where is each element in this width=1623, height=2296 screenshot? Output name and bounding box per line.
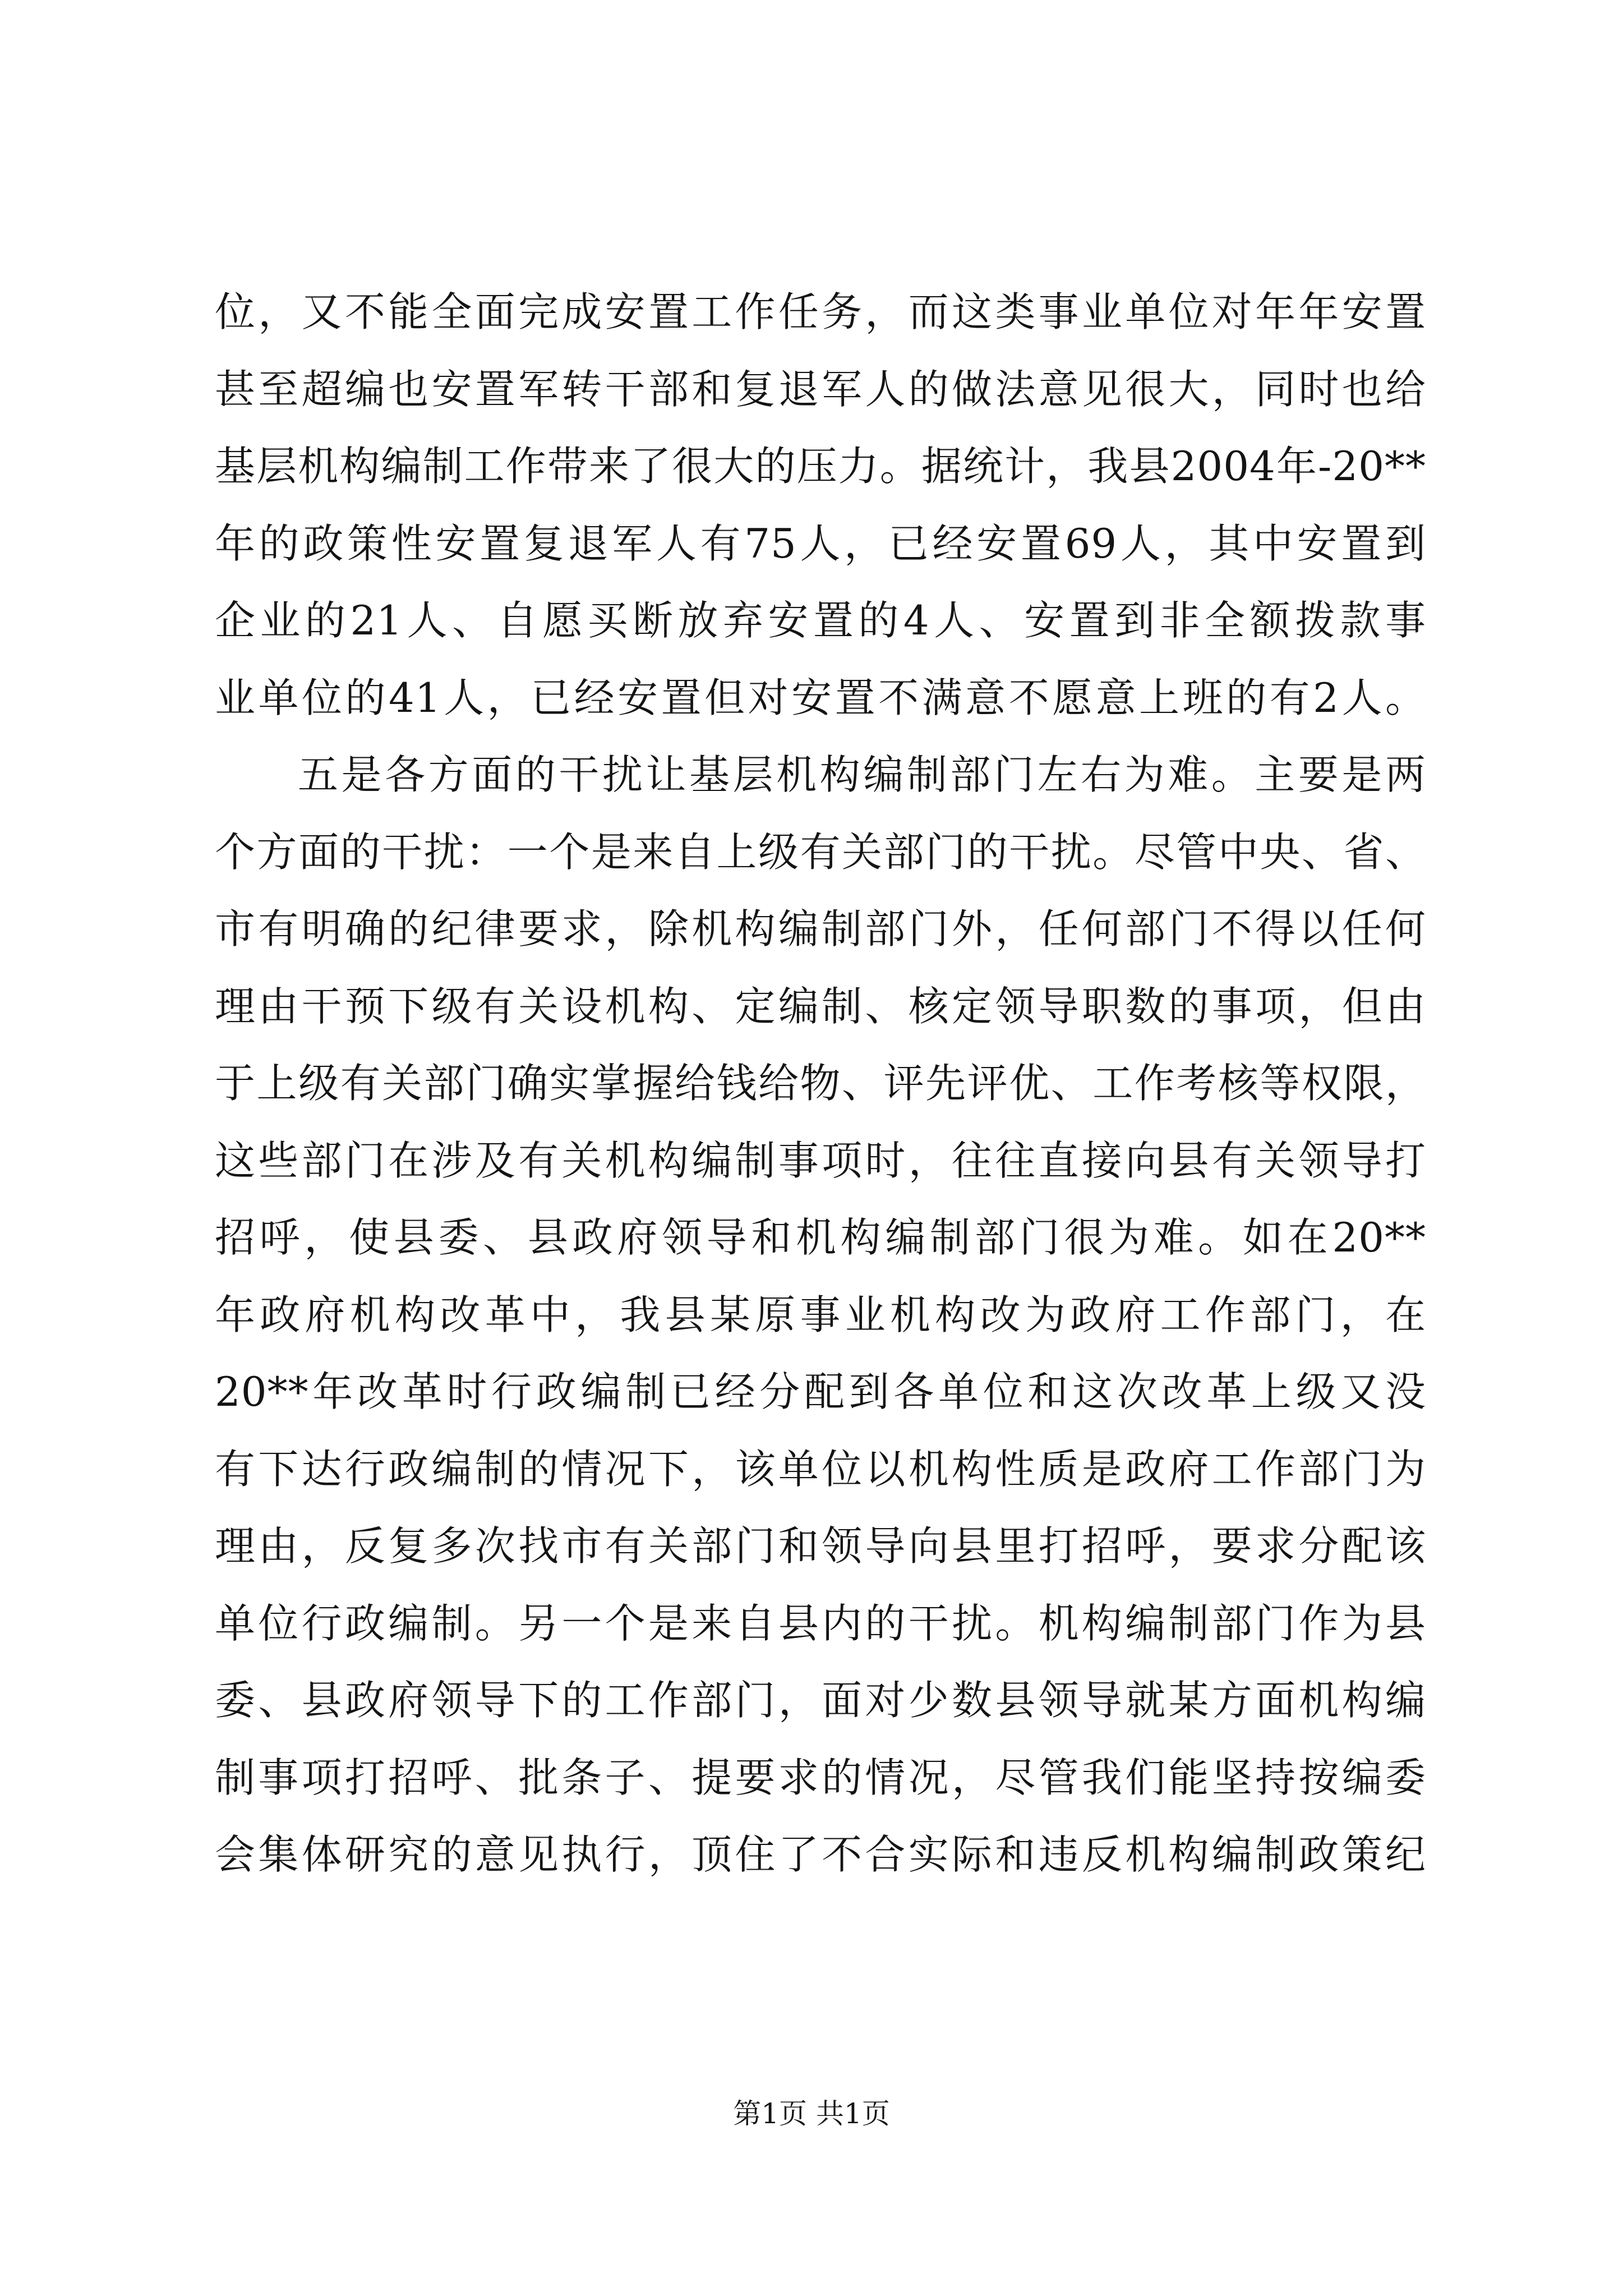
text-line: 理由，反复多次找市有关部门和领导向县里打招呼，要求分配该 [215, 1522, 1426, 1570]
text-line: 甚至超编也安置军转干部和复退军人的做法意见很大，同时也给 [215, 365, 1426, 413]
text-line: 单位行政编制。另一个是来自县内的干扰。机构编制部门作为县 [215, 1599, 1426, 1647]
text-line: 委、县政府领导下的工作部门，面对少数县领导就某方面机构编 [215, 1677, 1426, 1724]
text-line: 年的政策性安置复退军人有75人，已经安置69人，其中安置到 [215, 519, 1426, 567]
text-line: 业单位的41人，已经安置但对安置不满意不愿意上班的有2人。 [215, 674, 1426, 721]
page-footer [0, 2097, 1623, 2131]
text-line: 企业的21人、自愿买断放弃安置的4人、安置到非全额拨款事 [215, 597, 1426, 644]
text-line: 20**年改革时行政编制已经分配到各单位和这次改革上级又没 [215, 1368, 1426, 1415]
text-line: 个方面的干扰：一个是来自上级有关部门的干扰。尽管中央、省、 [215, 828, 1426, 876]
text-line: 理由干预下级有关设机构、定编制、核定领导职数的事项，但由 [215, 982, 1426, 1030]
paragraph-first-line: 五是各方面的干扰让基层机构编制部门左右为难。主要是两 [298, 751, 1426, 798]
page-number-label: 第1页 共1页 [733, 2097, 890, 2130]
text-line: 位，又不能全面完成安置工作任务，而这类事业单位对年年安置 [215, 288, 1426, 335]
text-line: 制事项打招呼、批条子、提要求的情况，尽管我们能坚持按编委 [215, 1754, 1426, 1801]
text-line: 年政府机构改革中，我县某原事业机构改为政府工作部门，在 [215, 1291, 1426, 1338]
text-line: 基层机构编制工作带来了很大的压力。据统计，我县2004年-20** [215, 443, 1426, 490]
text-line: 市有明确的纪律要求，除机构编制部门外，任何部门不得以任何 [215, 905, 1426, 953]
text-line: 这些部门在涉及有关机构编制事项时，往往直接向县有关领导打 [215, 1137, 1426, 1184]
document-body [215, 274, 1426, 1894]
text-line: 招呼，使县委、县政府领导和机构编制部门很为难。如在20** [215, 1214, 1426, 1261]
text-line: 于上级有关部门确实掌握给钱给物、评先评优、工作考核等权限， [215, 1060, 1426, 1107]
text-line: 会集体研究的意见执行，顶住了不合实际和违反机构编制政策纪 [215, 1831, 1426, 1878]
text-line: 有下达行政编制的情况下，该单位以机构性质是政府工作部门为 [215, 1445, 1426, 1493]
